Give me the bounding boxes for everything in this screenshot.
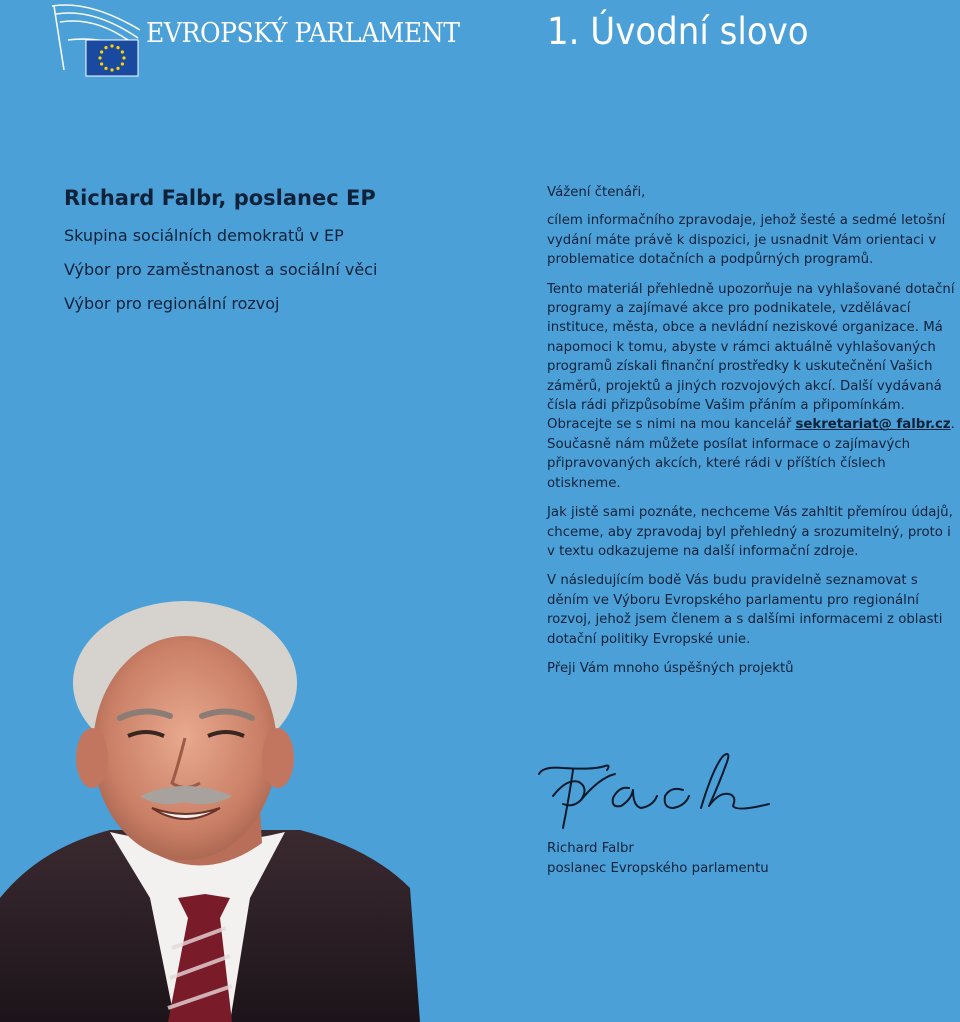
signer-block: [547, 839, 769, 879]
email-link[interactable]: sekretariat@ falbr.cz: [795, 417, 951, 433]
section-title: 1. Úvodní slovo: [547, 10, 809, 53]
author-role: Výbor pro zaměstnanost a sociální věci: [64, 260, 378, 279]
eu-star-icon: [104, 46, 107, 49]
eu-star-icon: [116, 67, 119, 70]
signer-title: poslanec Evropského parlamentu: [547, 861, 769, 876]
letter-greeting: Vážení čtenáři,: [547, 185, 646, 200]
eu-star-icon: [100, 62, 103, 65]
author-name: Richard Falbr, poslanec EP: [64, 186, 376, 210]
handwritten-signature: [533, 748, 773, 838]
letter-paragraph: [547, 280, 955, 493]
eu-star-icon: [122, 56, 125, 59]
author-role: Skupina sociálních demokratů v EP: [64, 226, 344, 245]
letter-paragraph: V následujícím bodě Vás budu pravidelně seznamovat s děním ve Výboru Evropského parlamentu pro regionální rozvoj, jehož jsem členem a s dalšími informacemi z oblasti dotační politiky Evropské unie.: [547, 573, 943, 647]
eu-star-icon: [121, 62, 124, 65]
author-role: Výbor pro regionální rozvoj: [64, 294, 280, 313]
eu-star-icon: [116, 46, 119, 49]
european-parliament-logo: [50, 0, 470, 82]
letter-text: . Současně nám můžete posílat informace o zajímavých připravovaných akcích, které rádi v příštích číslech otiskneme.: [547, 417, 955, 491]
author-info: [64, 186, 377, 321]
institution-name: EVROPSKÝ PARLAMENT: [146, 18, 460, 49]
eu-star-icon: [121, 50, 124, 53]
letter-closing: Přeji Vám mnoho úspěšných projektů: [547, 660, 794, 676]
letter-paragraph: Jak jistě sami poznáte, nechceme Vás zahltit přemírou údajů, chceme, aby zpravodaj byl přehledný a srozumitelný, proto i v textu odkazujeme na další informační zdroje.: [547, 505, 953, 559]
eu-star-icon: [100, 50, 103, 53]
letter-body: [547, 183, 955, 688]
eu-star-icon: [98, 56, 101, 59]
letter-paragraph: cílem informačního zpravodaje, jehož šesté a sedmé letošní vydání máte právě k dispozici, je usnadnit Vám orientaci v problematice dotačních a podpůrných programů.: [547, 213, 946, 268]
eu-star-icon: [110, 44, 113, 47]
author-portrait-photo: [0, 598, 420, 1022]
eu-star-icon: [110, 68, 113, 71]
letter-text: Tento materiál přehledně upozorňuje na vyhlašované dotační programy a zajímavé akce pro podnikatele, vzdělávací instituce, města, obce a nevládní neziskové organizace. Má napomoci k tomu, abyste v rámci aktuálně vyhlašovaných programů získali finanční prostředky k uskutečnění Vašich záměrů, projektů a jiných rozvojových akcí. Další vydávaná čísla rádi přizpůsobíme Vašim přáním a připomínkám. Obracejte se s nimi na mou kancelář: [547, 281, 955, 433]
eu-star-icon: [104, 67, 107, 70]
parliament-emblem-icon: [50, 0, 150, 82]
signer-name: Richard Falbr: [547, 841, 634, 856]
